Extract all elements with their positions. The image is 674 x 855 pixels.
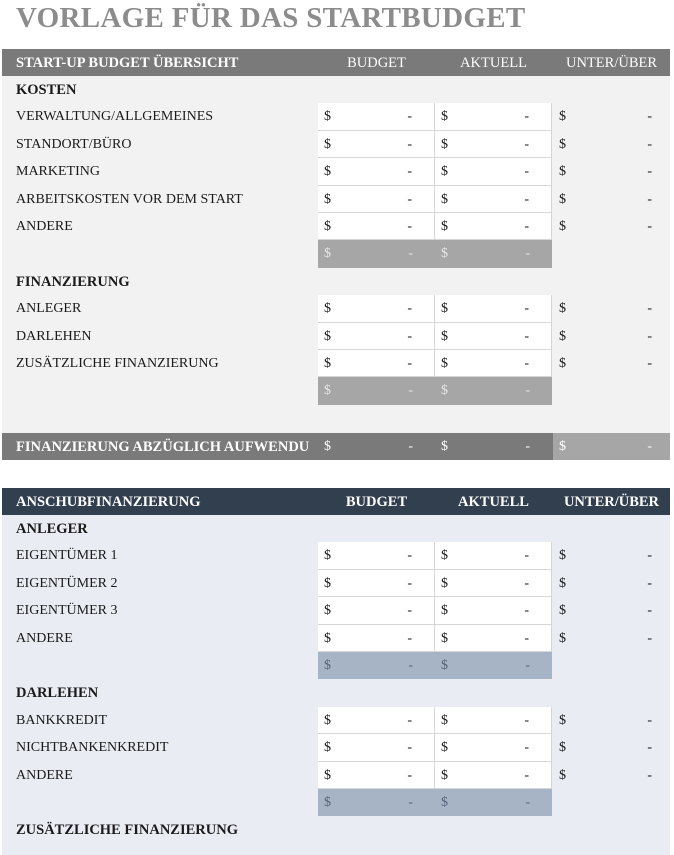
loans-list [2, 707, 670, 789]
actual-cell[interactable]: $ - [435, 762, 552, 789]
table-row [2, 570, 670, 597]
overview-section [2, 49, 670, 460]
row-label: STANDORT/BÜRO [16, 136, 132, 152]
budget-cell[interactable]: $ - [318, 542, 435, 569]
budget-cell[interactable]: $ - [318, 734, 435, 761]
col-budget-header: BUDGET [347, 55, 406, 71]
net-diff-cell[interactable]: $ - [553, 433, 670, 460]
table-row [2, 707, 670, 734]
overview-header-title: START-UP BUDGET ÜBERSICHT [16, 55, 239, 71]
table-row [2, 158, 670, 185]
loans-total-budget[interactable]: $ - [318, 789, 435, 816]
table-row [2, 131, 670, 158]
loans-total-actual[interactable]: $ - [435, 789, 552, 816]
table-row [2, 295, 670, 322]
investors-total-actual[interactable]: $ - [435, 652, 552, 679]
actual-cell[interactable]: $ - [435, 323, 552, 350]
net-financing-row [2, 433, 670, 460]
diff-cell[interactable]: $ - [559, 548, 652, 564]
budget-cell[interactable]: $ - [318, 213, 435, 240]
row-label: ANDERE [16, 767, 73, 783]
actual-cell[interactable]: $ - [435, 158, 552, 185]
actual-cell[interactable]: $ - [435, 213, 552, 240]
actual-cell[interactable]: $ - [435, 350, 552, 377]
diff-cell[interactable]: $ - [559, 191, 652, 207]
seed-header [2, 488, 670, 515]
actual-cell[interactable]: $ - [435, 625, 552, 652]
investors-total-row [2, 652, 670, 679]
actual-cell[interactable]: $ - [435, 131, 552, 158]
net-budget-cell[interactable]: $ - [324, 439, 413, 454]
investors-list [2, 542, 670, 652]
row-label: ANDERE [16, 630, 73, 646]
seed-col-diff-header: UNTER/ÜBER [563, 494, 660, 510]
row-label: DARLEHEN [16, 328, 92, 344]
net-actual-cell[interactable]: $ - [441, 439, 530, 454]
diff-cell[interactable]: $ - [559, 136, 652, 152]
diff-cell[interactable]: $ - [559, 109, 652, 125]
costs-total-budget[interactable]: $ - [318, 240, 435, 267]
actual-cell[interactable]: $ - [435, 707, 552, 734]
seed-section [2, 488, 670, 855]
diff-cell[interactable]: $ - [559, 328, 652, 344]
diff-cell[interactable]: $ - [559, 575, 652, 591]
diff-cell[interactable]: $ - [559, 164, 652, 180]
table-row [2, 186, 670, 213]
net-financing-label: FINANZIERUNG ABZÜGLICH AUFWENDU [16, 439, 310, 455]
actual-cell[interactable]: $ - [435, 597, 552, 624]
diff-cell[interactable]: $ - [559, 603, 652, 619]
budget-cell[interactable]: $ - [318, 295, 435, 322]
financing-total-row [2, 377, 670, 404]
actual-cell[interactable]: $ - [435, 186, 552, 213]
actual-cell[interactable]: $ - [435, 542, 552, 569]
budget-cell[interactable]: $ - [318, 597, 435, 624]
financing-list [2, 295, 670, 377]
costs-list [2, 103, 670, 240]
row-label: BANKKREDIT [16, 712, 107, 728]
budget-cell[interactable]: $ - [318, 131, 435, 158]
table-row [2, 323, 670, 350]
row-label: ANDERE [16, 218, 73, 234]
budget-cell[interactable]: $ - [318, 762, 435, 789]
table-row [2, 625, 670, 652]
actual-cell[interactable]: $ - [435, 734, 552, 761]
budget-cell[interactable]: $ - [318, 158, 435, 185]
col-diff-header: UNTER/ÜBER [565, 55, 658, 71]
seed-header-title: ANSCHUBFINANZIERUNG [16, 494, 201, 510]
costs-heading: KOSTEN [16, 82, 77, 98]
diff-cell[interactable]: $ - [559, 767, 652, 783]
loans-heading: DARLEHEN [16, 685, 99, 702]
investors-heading: ANLEGER [16, 521, 88, 537]
overview-header [2, 49, 670, 76]
budget-cell[interactable]: $ - [318, 323, 435, 350]
actual-cell[interactable]: $ - [435, 295, 552, 322]
budget-cell[interactable]: $ - [318, 707, 435, 734]
costs-total-actual[interactable]: $ - [435, 240, 552, 267]
budget-cell[interactable]: $ - [318, 186, 435, 213]
row-label: MARKETING [16, 164, 100, 180]
diff-cell[interactable]: $ - [559, 712, 652, 728]
investors-total-budget[interactable]: $ - [318, 652, 435, 679]
diff-cell[interactable]: $ - [559, 740, 652, 756]
row-label: VERWALTUNG/ALLGEMEINES [16, 109, 214, 125]
table-row [2, 597, 670, 624]
page-title: VORLAGE FÜR DAS STARTBUDGET [16, 2, 526, 34]
diff-cell[interactable]: $ - [559, 355, 652, 371]
actual-cell[interactable]: $ - [435, 103, 552, 130]
actual-cell[interactable]: $ - [435, 570, 552, 597]
row-label: ANLEGER [16, 301, 82, 317]
financing-heading: FINANZIERUNG [16, 273, 130, 290]
diff-cell[interactable]: $ - [559, 630, 652, 646]
budget-cell[interactable]: $ - [318, 350, 435, 377]
diff-cell[interactable]: $ - [559, 218, 652, 234]
budget-cell[interactable]: $ - [318, 570, 435, 597]
seed-col-actual-header: AKTUELL [458, 494, 529, 510]
financing-total-actual[interactable]: $ - [435, 377, 552, 404]
table-row [2, 762, 670, 789]
budget-cell[interactable]: $ - [318, 103, 435, 130]
table-row [2, 542, 670, 569]
table-row [2, 213, 670, 240]
row-label: EIGENTÜMER 2 [16, 575, 118, 591]
loans-total-row [2, 789, 670, 816]
table-row [2, 103, 670, 130]
table-row [2, 350, 670, 377]
row-label: ZUSÄTZLICHE FINANZIERUNG [16, 355, 219, 371]
costs-total-row [2, 240, 670, 267]
additional-financing-heading: ZUSÄTZLICHE FINANZIERUNG [16, 822, 238, 839]
row-label: ARBEITSKOSTEN VOR DEM START [16, 191, 243, 207]
financing-total-budget[interactable]: $ - [318, 377, 435, 404]
table-row [2, 734, 670, 761]
seed-col-budget-header: BUDGET [345, 494, 408, 510]
row-label: EIGENTÜMER 3 [16, 603, 118, 619]
row-label: NICHTBANKENKREDIT [16, 740, 169, 756]
row-label: EIGENTÜMER 1 [16, 548, 118, 564]
col-actual-header: AKTUELL [460, 55, 527, 71]
budget-cell[interactable]: $ - [318, 625, 435, 652]
diff-cell[interactable]: $ - [559, 301, 652, 317]
